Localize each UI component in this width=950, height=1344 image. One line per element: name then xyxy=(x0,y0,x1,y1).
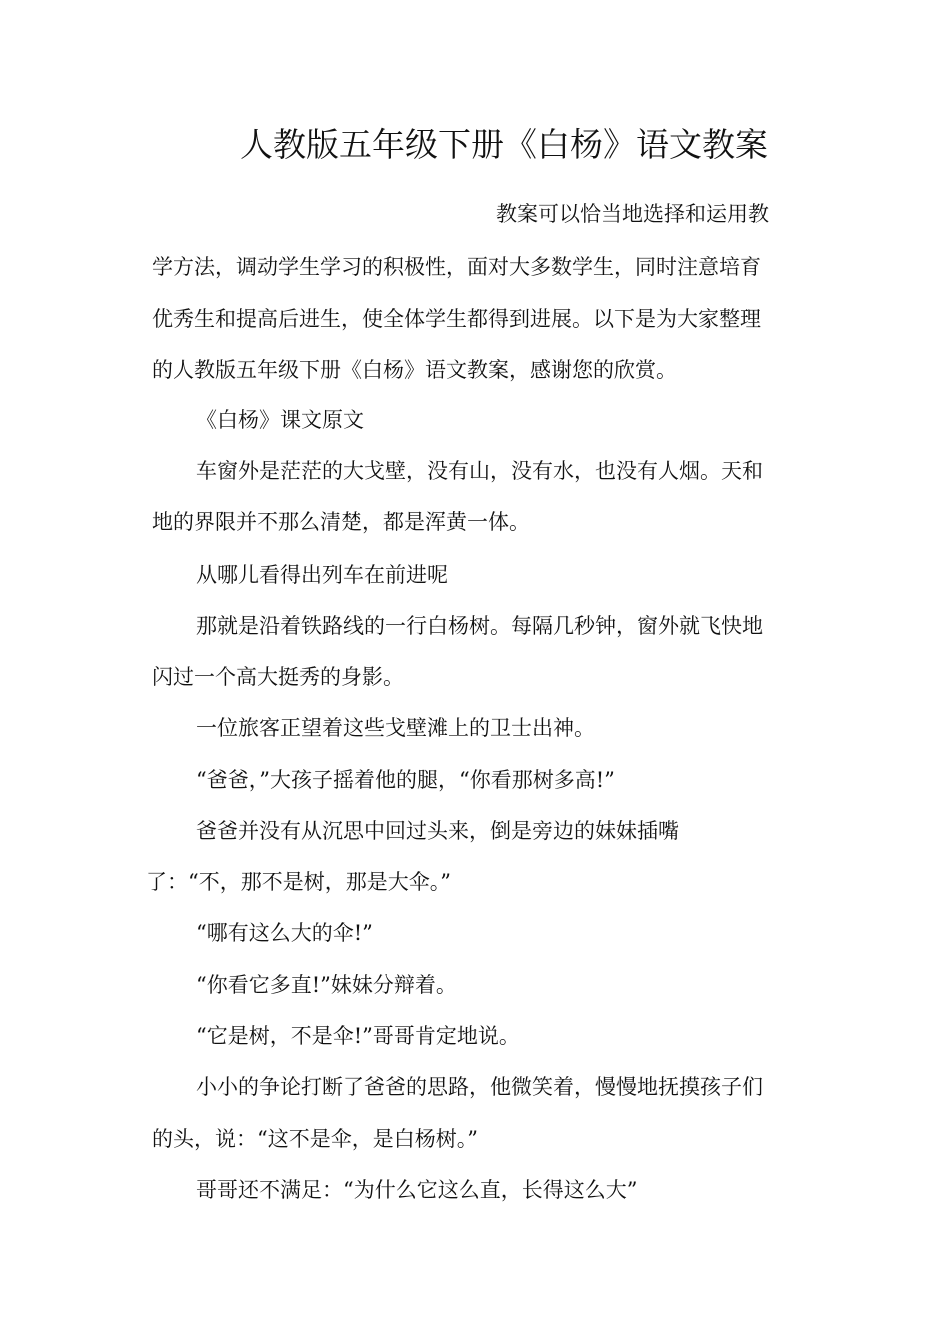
paragraph-line: 的头，说：“这不是伞，是白杨树。” xyxy=(152,1127,478,1151)
paragraph-line: 爸爸并没有从沉思中回过头来，倒是旁边的妹妹插嘴 xyxy=(196,819,679,843)
paragraph-line: “它是树，不是伞!”哥哥肯定地说。 xyxy=(196,1024,520,1048)
paragraph-line: 小小的争论打断了爸爸的思路，他微笑着，慢慢地抚摸孩子们 xyxy=(196,1075,763,1099)
paragraph-line: 车窗外是茫茫的大戈壁，没有山，没有水，也没有人烟。天和 xyxy=(196,459,763,483)
document-title: 人教版五年级下册《白杨》语文教案 xyxy=(240,125,768,164)
paragraph-line: 优秀生和提高后进生，使全体学生都得到进展。以下是为大家整理 xyxy=(152,307,761,331)
section-heading: 《白杨》课文原文 xyxy=(196,408,364,432)
paragraph-line: 的人教版五年级下册《白杨》语文教案，感谢您的欣赏。 xyxy=(152,358,677,382)
paragraph-line: 哥哥还不满足：“为什么它这么直，长得这么大” xyxy=(196,1178,638,1202)
paragraph-line: 学方法，调动学生学习的积极性，面对大多数学生，同时注意培育 xyxy=(152,255,761,279)
paragraph-line: 教案可以恰当地选择和运用教 xyxy=(496,202,769,226)
paragraph-line: “你看它多直!”妹妹分辩着。 xyxy=(196,973,457,997)
paragraph-line: 了：“不，那不是树，那是大伞。” xyxy=(146,870,451,894)
paragraph-line: 地的界限并不那么清楚，都是浑黄一体。 xyxy=(152,510,530,534)
paragraph-line: 那就是沿着铁路线的一行白杨树。每隔几秒钟，窗外就飞快地 xyxy=(196,614,763,638)
paragraph-line: “爸爸，”大孩子摇着他的腿，“你看那树多高!” xyxy=(196,768,615,792)
paragraph-line: 一位旅客正望着这些戈壁滩上的卫士出神。 xyxy=(196,716,595,740)
paragraph-line: 从哪儿看得出列车在前进呢 xyxy=(196,563,448,587)
paragraph-line: “哪有这么大的伞!” xyxy=(196,921,373,945)
paragraph-line: 闪过一个高大挺秀的身影。 xyxy=(152,665,404,689)
